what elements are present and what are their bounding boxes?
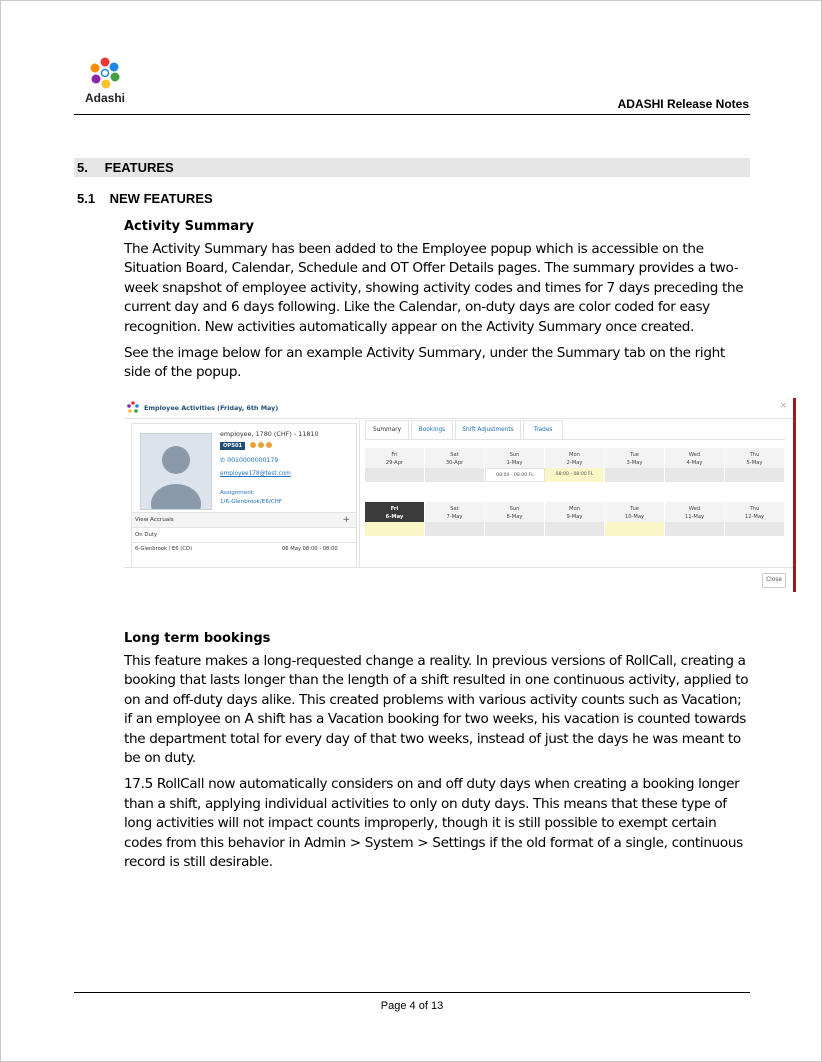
on-duty-station: 6-Glenbrook / E6 (CO) (135, 546, 192, 552)
day-header (665, 448, 725, 468)
employee-popup-screenshot (124, 398, 796, 592)
footer-rule (74, 992, 750, 993)
activity-cell[interactable] (365, 522, 425, 536)
day-header (545, 502, 605, 522)
close-button[interactable]: Close (762, 573, 786, 588)
day-header (425, 448, 485, 468)
day-of-week: Fri (391, 452, 398, 458)
day-header (485, 448, 545, 468)
employee-phone-link[interactable] (220, 457, 278, 464)
activity-cell[interactable] (425, 468, 485, 482)
day-date: 8-May (506, 514, 523, 520)
view-accruals-row[interactable] (132, 512, 356, 528)
logo-text: Adashi (84, 91, 125, 105)
employee-phone: 0010000000179 (227, 457, 279, 464)
day-header (725, 502, 785, 522)
document-title: ADASHI Release Notes (617, 97, 749, 111)
day-header (605, 502, 665, 522)
long-term-paragraph-1: This feature makes a long-requested change a reality. In previous versions of RollCall, creating a booking that lasts longer than the length of a shift resulted in one continuous activity, applied to on and off-duty days alike. This created problems with various activity counts such as Vacation; if an employee on A shift has a Vacation booking for two weeks, his vacation is counted towards the department total for every day of that two weeks, instead of just the days he was meant to be on duty. (124, 653, 749, 767)
activity-summary-paragraph-1: The Activity Summary has been added to the Employee popup which is accessible on the Situation Board, Calendar, Schedule and OT Offer Details pages. The summary provides a two-week snapshot of employee activity, showing activity codes and times for 7 days preceding the current day and 6 days following. Like the Calendar, on-duty days are color coded for easy recognition. New activities automatically appear on the Activity Summary once created. (124, 241, 744, 335)
day-header (545, 448, 605, 468)
day-date: 4-May (686, 460, 703, 466)
day-of-week: Tue (630, 452, 639, 458)
day-date: 3-May (626, 460, 643, 466)
employee-popup (124, 398, 793, 592)
day-header (485, 502, 545, 522)
activity-cell[interactable] (365, 468, 425, 482)
status-dot (266, 442, 272, 448)
day-header (605, 448, 665, 468)
day-date: 9-May (566, 514, 583, 520)
assignment-label: Assignment: (220, 490, 255, 496)
day-of-week: Thu (749, 506, 760, 512)
long-term-bookings-section (124, 631, 750, 872)
close-icon[interactable]: × (779, 401, 787, 411)
activity-cell[interactable] (665, 468, 725, 482)
activity-cell[interactable]: 08:00 - 08:00 FL (485, 468, 545, 482)
employee-badge: OPS01 (220, 442, 245, 450)
long-term-paragraph-2: 17.5 RollCall now automatically considers on and off duty days when creating a booking longer than a shift, applying individual activities to only on duty days. This means that these type of long activities will not impact counts improperly, though it is still possible to exempt certain codes from this behavior in Admin > System > Settings if the old format of a single, continuous record is still desirable. (124, 776, 743, 871)
adashi-logo-icon (88, 56, 122, 90)
section-title: FEATURES (104, 160, 174, 175)
tab-summary[interactable]: Summary (365, 420, 409, 439)
day-date: 30-Apr (445, 460, 464, 466)
day-of-week: Fri (390, 506, 399, 512)
employee-name: employee, 1780 (CHF) - 11810 (220, 430, 319, 438)
day-header (365, 448, 425, 468)
phone-icon: ✆ (220, 457, 228, 464)
activity-summary-paragraph-2: See the image below for an example Activity Summary, under the Summary tab on the right side of the popup. (124, 345, 725, 381)
week-1-grid (365, 448, 785, 483)
section-heading (74, 158, 750, 177)
day-header (425, 502, 485, 522)
activity-cell[interactable] (725, 468, 785, 482)
employee-info-panel (131, 423, 357, 568)
panel-divider (359, 420, 360, 568)
day-date: 1-May (506, 460, 523, 466)
tab-shift-adjustments[interactable]: Shift Adjustments (455, 420, 521, 439)
on-duty-label: On Duty (135, 532, 158, 538)
activity-cell[interactable]: 08:00 - 08:00 FL (545, 468, 605, 482)
on-duty-row (132, 542, 356, 556)
activity-cell[interactable] (425, 522, 485, 536)
subsection-heading (77, 191, 213, 206)
day-header (725, 448, 785, 468)
day-date: 12-May (744, 514, 765, 520)
assignment-value: 1/6-Glenbrook/E6/CHF (220, 499, 283, 505)
activity-summary-heading: Activity Summary (124, 219, 254, 234)
day-of-week: Mon (569, 452, 580, 458)
activity-cell[interactable] (545, 522, 605, 536)
avatar (140, 433, 212, 510)
tab-trades[interactable]: Trades (523, 420, 563, 439)
day-of-week: Thu (749, 452, 760, 458)
week-2-grid (365, 502, 785, 537)
day-date: 10-May (624, 514, 645, 520)
day-date: 29-Apr (385, 460, 404, 466)
long-term-heading: Long term bookings (124, 631, 271, 646)
activity-cell[interactable] (665, 522, 725, 536)
activity-cell[interactable] (605, 522, 665, 536)
company-logo (83, 56, 127, 105)
activity-cell[interactable] (725, 522, 785, 536)
day-of-week: Wed (688, 452, 701, 458)
tab-bookings[interactable]: Bookings (411, 420, 453, 439)
activity-cell[interactable] (485, 522, 545, 536)
status-dot (258, 442, 264, 448)
day-header (665, 502, 725, 522)
screenshot-edge (793, 398, 796, 592)
header-rule (74, 114, 750, 115)
activity-summary-section (124, 219, 750, 383)
activity-cell[interactable] (605, 468, 665, 482)
day-date: 2-May (566, 460, 583, 466)
status-dot (250, 442, 256, 448)
day-of-week: Sat (450, 506, 459, 512)
on-duty-time: 06 May 08:00 - 08:00 (282, 546, 338, 552)
day-of-week: Sun (509, 506, 520, 512)
popup-title: Employee Activities (Friday, 6th May) (144, 404, 279, 412)
tabs-underline (365, 439, 785, 440)
subsection-number: 5.1 (77, 191, 96, 206)
popup-header (124, 398, 793, 419)
day-of-week: Sun (509, 452, 520, 458)
popup-footer-line (124, 567, 793, 568)
day-of-week: Wed (688, 506, 701, 512)
day-header (365, 502, 425, 522)
person-placeholder-icon (141, 434, 211, 509)
day-date: 6-May (385, 514, 404, 520)
day-of-week: Sat (450, 452, 459, 458)
day-date: 7-May (446, 514, 463, 520)
adashi-small-icon (127, 401, 139, 413)
view-accruals-label: View Accruals (135, 517, 174, 523)
employee-email-link[interactable]: employee178@test.com (220, 471, 291, 477)
page-number: Page 4 of 13 (380, 1000, 444, 1012)
section-number: 5. (77, 160, 88, 175)
day-date: 5-May (746, 460, 763, 466)
day-of-week: Mon (569, 506, 580, 512)
expand-plus-icon[interactable]: + (342, 515, 350, 525)
day-date: 11-May (684, 514, 705, 520)
subsection-title: NEW FEATURES (109, 191, 213, 206)
day-of-week: Tue (630, 506, 639, 512)
